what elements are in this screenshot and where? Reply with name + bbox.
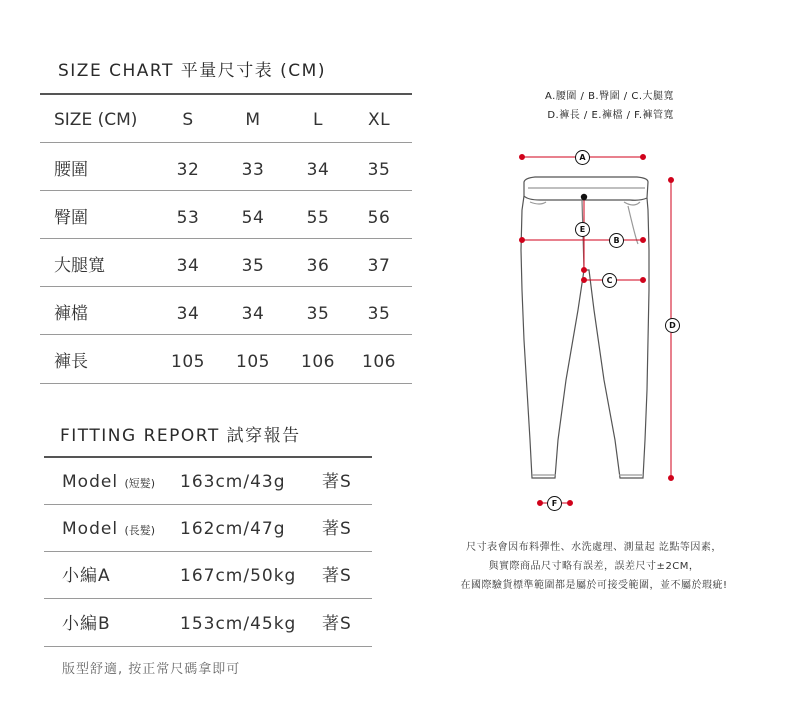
size-cell: 34 bbox=[176, 304, 200, 324]
size-cell: 35 bbox=[306, 304, 330, 324]
size-cell: 35 bbox=[367, 304, 391, 324]
size-cell: 34 bbox=[306, 160, 330, 180]
size-chart-top-rule bbox=[40, 93, 412, 95]
disclaimer-line-1: 尺寸表會因布料彈性、水洗處理、測量起 訖點等因素， bbox=[466, 542, 722, 553]
fitting-person bbox=[62, 506, 155, 553]
size-chart-title: SIZE CHART 平量尺寸表 (CM) bbox=[58, 61, 326, 81]
size-row-label: 臀圍 bbox=[54, 208, 88, 228]
size-chart-header-row bbox=[40, 96, 412, 144]
row-divider bbox=[40, 286, 412, 287]
fitting-size: 著S bbox=[322, 519, 352, 539]
fitting-stats: 153cm/45kg bbox=[180, 614, 297, 634]
size-cell: 53 bbox=[176, 208, 200, 228]
fitting-row bbox=[44, 553, 372, 600]
fitting-row bbox=[44, 601, 372, 648]
size-cell: 35 bbox=[367, 160, 391, 180]
row-divider bbox=[40, 142, 412, 143]
size-row-hip bbox=[40, 194, 412, 242]
size-row-rise bbox=[40, 290, 412, 338]
size-header-l: L bbox=[313, 110, 323, 130]
size-row-label: 腰圍 bbox=[54, 160, 88, 180]
size-row-label: 褲檔 bbox=[54, 304, 88, 324]
size-cell: 54 bbox=[241, 208, 265, 228]
size-cell: 55 bbox=[306, 208, 330, 228]
fitting-person-note: (短髮) bbox=[124, 477, 156, 490]
marker-b: B bbox=[609, 233, 624, 248]
size-cell: 106 bbox=[362, 352, 396, 372]
marker-f: F bbox=[547, 496, 562, 511]
size-header-s: S bbox=[182, 110, 194, 130]
size-header-xl: XL bbox=[367, 110, 391, 130]
fitting-person bbox=[62, 601, 111, 648]
pants-outline-icon bbox=[521, 196, 649, 478]
fitting-footnote: 版型舒適, 按正常尺碼拿即可 bbox=[62, 662, 241, 677]
row-divider bbox=[44, 504, 372, 505]
fitting-stats: 162cm/47g bbox=[180, 519, 286, 539]
row-divider bbox=[40, 334, 412, 335]
size-cell: 35 bbox=[241, 256, 265, 276]
size-cell: 32 bbox=[176, 160, 200, 180]
row-divider bbox=[44, 598, 372, 599]
size-cell: 34 bbox=[176, 256, 200, 276]
measurement-legend-line-1: A.腰圍 / B.臀圍 / C.大腿寬 bbox=[545, 91, 674, 102]
row-divider bbox=[44, 551, 372, 552]
row-divider bbox=[40, 190, 412, 191]
fitting-report-title: FITTING REPORT 試穿報告 bbox=[60, 426, 301, 446]
size-cell: 37 bbox=[367, 256, 391, 276]
size-cell: 33 bbox=[241, 160, 265, 180]
size-cell: 36 bbox=[306, 256, 330, 276]
size-header-m: M bbox=[245, 110, 261, 130]
fitting-person-name: 小編B bbox=[62, 614, 111, 634]
size-cell: 34 bbox=[241, 304, 265, 324]
size-row-waist bbox=[40, 146, 412, 194]
marker-a: A bbox=[575, 150, 590, 165]
disclaimer-line-3: 在國際驗貨標準範圍都是屬於可接受範圍，並不屬於瑕疵! bbox=[460, 580, 728, 591]
size-cell: 106 bbox=[301, 352, 335, 372]
fitting-stats: 167cm/50kg bbox=[180, 566, 297, 586]
fitting-size: 著S bbox=[322, 472, 352, 492]
fitting-person bbox=[62, 459, 155, 506]
row-divider bbox=[44, 646, 372, 647]
marker-d: D bbox=[665, 318, 680, 333]
fitting-stats: 163cm/43g bbox=[180, 472, 286, 492]
size-cell: 105 bbox=[236, 352, 270, 372]
fitting-person-name: 小編A bbox=[62, 566, 111, 586]
fitting-row bbox=[44, 459, 372, 506]
fitting-person-note: (長髮) bbox=[124, 524, 156, 537]
row-divider bbox=[40, 238, 412, 239]
fitting-size: 著S bbox=[322, 614, 352, 634]
fitting-person-name: Model bbox=[62, 472, 119, 492]
row-divider bbox=[40, 383, 412, 384]
size-row-length bbox=[40, 338, 412, 386]
size-cell: 56 bbox=[367, 208, 391, 228]
size-row-label: 大腿寬 bbox=[54, 256, 105, 276]
marker-c: C bbox=[602, 273, 617, 288]
size-cell: 105 bbox=[171, 352, 205, 372]
fitting-row bbox=[44, 506, 372, 553]
size-header-label: SIZE (CM) bbox=[54, 110, 138, 130]
fitting-size: 著S bbox=[322, 566, 352, 586]
size-row-thigh bbox=[40, 242, 412, 290]
measurement-legend-line-2: D.褲長 / E.褲檔 / F.褲管寬 bbox=[547, 110, 674, 121]
fitting-person bbox=[62, 553, 111, 600]
marker-e: E bbox=[575, 222, 590, 237]
fitting-top-rule bbox=[44, 456, 372, 458]
disclaimer-line-2: 與實際商品尺寸略有誤差，誤差尺寸±2CM， bbox=[488, 561, 700, 572]
size-row-label: 褲長 bbox=[54, 352, 88, 372]
fitting-person-name: Model bbox=[62, 519, 119, 539]
